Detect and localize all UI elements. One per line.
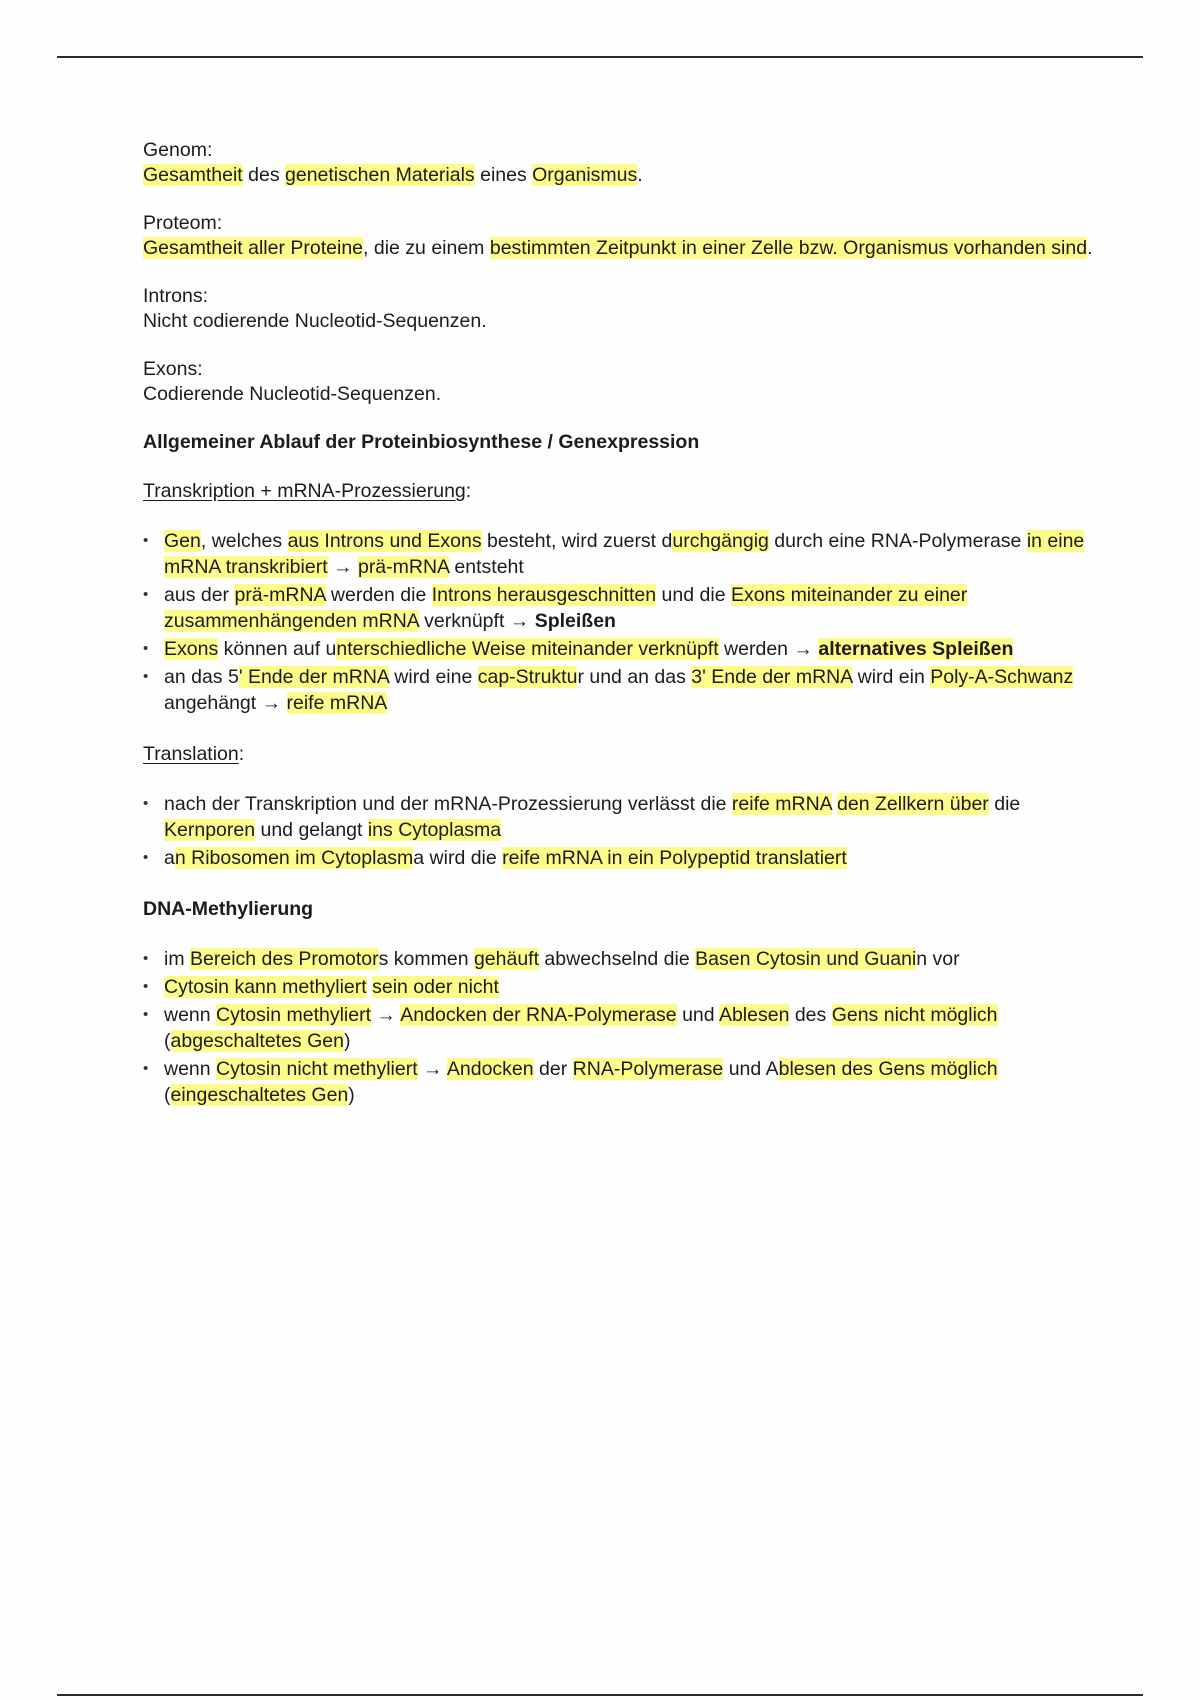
text-segment: des [242, 164, 285, 186]
footer-rule [57, 1694, 1143, 1696]
highlighted-text: ' Ende der mRNA [238, 666, 389, 688]
text-segment: wenn [164, 1058, 217, 1080]
highlighted-text: Kernporen [164, 819, 256, 841]
term-definition [143, 382, 1093, 407]
definition-exons [143, 357, 1093, 407]
text-segment: und gelangt [255, 819, 368, 841]
text-segment: . [1087, 237, 1093, 259]
text-segment: der [533, 1058, 573, 1080]
list-item [143, 845, 1093, 871]
highlighted-text: nterschiedliche Weise miteinander verknüpft [336, 638, 719, 660]
highlighted-text: Exons miteinander zu einer zusammenhängenden mRNA [164, 584, 968, 632]
text-segment: und [676, 1004, 719, 1026]
list-item [143, 664, 1093, 716]
highlighted-text: blesen des Gens möglich [778, 1058, 998, 1080]
text-segment: ( [164, 1084, 171, 1106]
highlighted-text: Cytosin methyliert [216, 1004, 372, 1026]
text-segment: n vor [916, 948, 960, 970]
text-segment: wenn [164, 1004, 217, 1026]
text-segment: a wird die [413, 847, 503, 869]
highlighted-text: genetischen Materials [285, 164, 475, 186]
highlighted-text: bestimmten Zeitpunkt in einer Zelle bzw. Organismus vorhanden sind [489, 237, 1088, 259]
term-label: Genom: [143, 139, 213, 161]
definition-introns [143, 284, 1093, 334]
highlighted-text: sein oder nicht [372, 976, 499, 998]
transkription-list [143, 528, 1093, 716]
list-item [143, 582, 1093, 634]
text-segment: wird eine [388, 666, 478, 688]
highlighted-text: reife mRNA [731, 793, 832, 815]
highlighted-text: reife mRNA in ein Polypeptid translatiert [502, 847, 847, 869]
highlighted-text: cap-Struktu [477, 666, 578, 688]
highlighted-text: n Ribosomen im Cytoplasm [174, 847, 414, 869]
section-heading-proteinbiosynthese: Allgemeiner Ablauf der Proteinbiosynthese / Genexpression [143, 431, 700, 453]
text-segment: durch eine RNA-Polymerase [768, 530, 1027, 552]
highlighted-text: Cytosin nicht methyliert [216, 1058, 418, 1080]
text-segment: abwechselnd die [539, 948, 696, 970]
highlighted-text: Gesamtheit [143, 164, 243, 186]
highlighted-text: eingeschaltetes Gen [170, 1084, 349, 1106]
text-segment: nach der Transkription und der mRNA-Prozessierung verlässt die [164, 793, 732, 815]
text-segment: → [417, 1058, 447, 1080]
list-item [143, 974, 1093, 1000]
text-segment: , welches [200, 530, 288, 552]
list-item [143, 791, 1093, 843]
term-label: Proteom: [143, 212, 223, 234]
highlighted-text: prä-mRNA [357, 556, 449, 578]
text-segment: → [327, 556, 358, 578]
highlighted-text: Introns herausgeschnitten [431, 584, 657, 606]
highlighted-text: Gens nicht möglich [831, 1004, 998, 1026]
text-segment: werden die [325, 584, 432, 606]
text-segment: im [164, 948, 190, 970]
text-segment: ) [348, 1084, 355, 1106]
list-item [143, 636, 1093, 662]
text-segment: und die [656, 584, 731, 606]
text-segment: s kommen [378, 948, 474, 970]
highlighted-text: abgeschaltetes Gen [170, 1030, 344, 1052]
highlighted-text: prä-mRNA [234, 584, 326, 606]
section-heading-dna-methylierung: DNA-Methylierung [143, 898, 314, 920]
document-body [143, 138, 1093, 1134]
text-segment: und A [723, 1058, 779, 1080]
text-segment: entsteht [449, 556, 524, 578]
translation-list [143, 791, 1093, 871]
subheading-transkription: Transkription + mRNA-Prozessierung: [143, 480, 472, 502]
text-segment: , die zu einem [363, 237, 490, 259]
text-segment: Spleißen [534, 610, 616, 632]
highlighted-text: Ablesen [718, 1004, 790, 1026]
highlighted-text: Andocken [446, 1058, 534, 1080]
highlighted-text: gehäuft [473, 948, 540, 970]
text-segment: des [789, 1004, 832, 1026]
highlighted-text: Bereich des Promotor [190, 948, 379, 970]
highlighted-text: in eine mRNA transkribiert [164, 530, 1085, 578]
definition-genom [143, 138, 1093, 188]
text-segment: aus der [164, 584, 235, 606]
highlighted-text: Andocken der RNA-Polymerase [400, 1004, 677, 1026]
highlighted-text: RNA-Polymerase [572, 1058, 724, 1080]
text-segment: . [637, 164, 643, 186]
text-segment: eines [474, 164, 533, 186]
list-item [143, 1056, 1093, 1108]
text-segment: die [988, 793, 1021, 815]
highlighted-text: Organismus [532, 164, 638, 186]
text-segment: besteht, wird zuerst d [481, 530, 673, 552]
text-segment: → [371, 1004, 401, 1026]
text-segment: angehängt → [164, 692, 287, 714]
highlighted-text: Gesamtheit aller Proteine [143, 237, 364, 259]
term-definition [143, 163, 1093, 188]
highlighted-text: Exons [164, 638, 219, 660]
text-segment: können auf u [218, 638, 337, 660]
term-definition [143, 236, 1093, 261]
term-label: Introns: [143, 285, 209, 307]
glossary [143, 138, 1093, 407]
highlighted-text: den Zellkern über [837, 793, 989, 815]
highlighted-text: urchgängig [672, 530, 769, 552]
term-definition [143, 309, 1093, 334]
list-item [143, 1002, 1093, 1054]
text-segment: ( [164, 1030, 171, 1052]
highlighted-text: Poly-A-Schwanz [930, 666, 1074, 688]
text-segment: werden → [718, 638, 819, 660]
header-rule [57, 56, 1143, 58]
text-segment: a [164, 847, 175, 869]
highlighted-text: Gen [164, 530, 201, 552]
definition-proteom [143, 211, 1093, 261]
text-segment: verknüpft → [418, 610, 535, 632]
subheading-translation: Translation: [143, 743, 245, 765]
highlighted-text: alternatives Spleißen [818, 638, 1014, 660]
text-segment: Nicht codierende Nucleotid-Sequenzen. [143, 310, 487, 332]
text-segment: an das 5 [164, 666, 239, 688]
methylierung-list [143, 946, 1093, 1108]
text-segment: wird ein [852, 666, 931, 688]
text-segment: ) [343, 1030, 351, 1052]
highlighted-text: 3' Ende der mRNA [691, 666, 853, 688]
highlighted-text: aus Introns und Exons [287, 530, 482, 552]
highlighted-text: reife mRNA [286, 692, 388, 714]
text-segment: Codierende Nucleotid-Sequenzen. [143, 383, 442, 405]
list-item [143, 946, 1093, 972]
list-item [143, 528, 1093, 580]
highlighted-text: Basen Cytosin und Guani [695, 948, 917, 970]
highlighted-text: Cytosin kann methyliert [164, 976, 367, 998]
highlighted-text: ins Cytoplasma [367, 819, 502, 841]
text-segment: r und an das [577, 666, 692, 688]
term-label: Exons: [143, 358, 203, 380]
